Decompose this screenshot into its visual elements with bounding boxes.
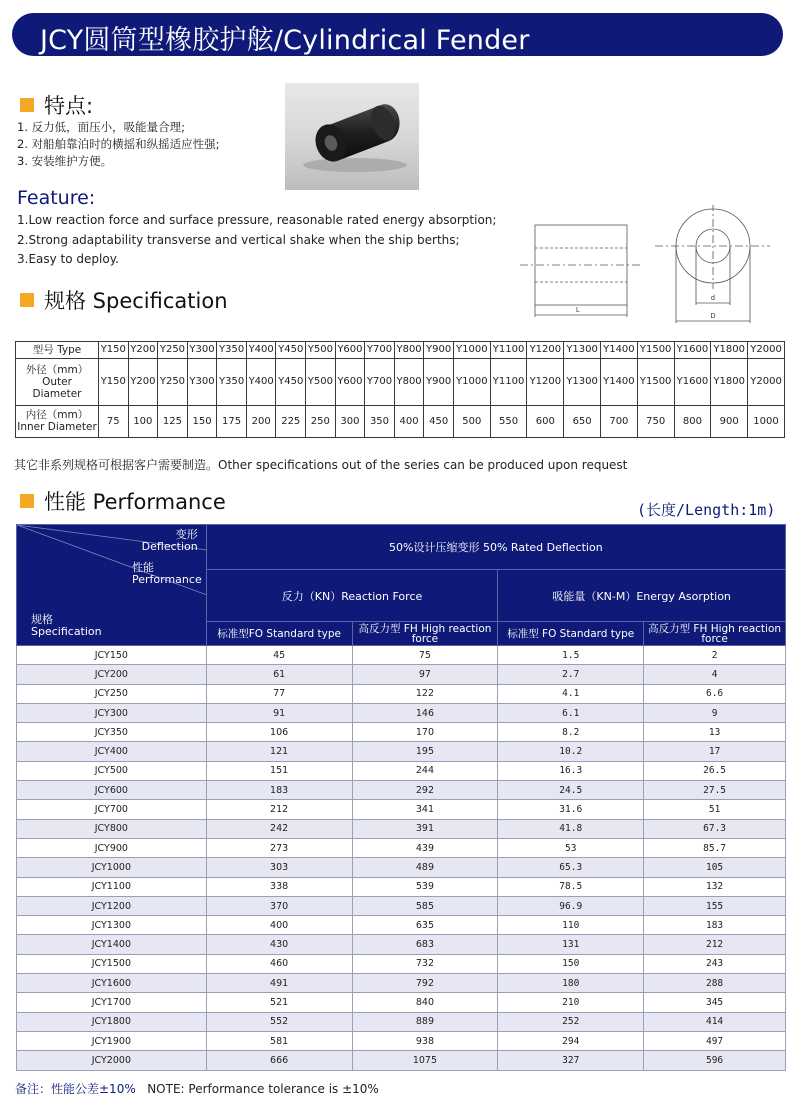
orange-square-icon xyxy=(20,98,34,112)
table-row xyxy=(17,1012,786,1031)
fo-energy-cell: 78.5 xyxy=(498,877,644,896)
fo-reaction-cell: 212 xyxy=(206,800,352,819)
fh-energy-cell: 51 xyxy=(644,800,786,819)
spec-outer-cell: Y1100 xyxy=(490,358,527,405)
fh-energy-cell: 414 xyxy=(644,1012,786,1031)
corner-performance xyxy=(132,562,202,586)
fh-reaction-cell: 635 xyxy=(352,916,498,935)
fh-energy-cell: 13 xyxy=(644,723,786,742)
fh-reaction-cell: 292 xyxy=(352,781,498,800)
table-row xyxy=(17,819,786,838)
spec-outer-label-cn: 外径（mm） xyxy=(25,363,89,376)
spec-cell: JCY2000 xyxy=(17,1051,207,1070)
length-note: (长度/Length:1m) xyxy=(637,501,776,519)
fh-reaction-cell: 840 xyxy=(352,993,498,1012)
fo-energy-cell: 96.9 xyxy=(498,896,644,915)
spec-outer-cell: Y450 xyxy=(276,358,306,405)
performance-note-en: NOTE: Performance tolerance is ±10% xyxy=(147,1082,379,1096)
fo-energy-cell: 294 xyxy=(498,1031,644,1050)
fo-reaction-cell: 45 xyxy=(206,646,352,665)
fh-reaction-cell: 195 xyxy=(352,742,498,761)
table-row xyxy=(17,954,786,973)
fo-energy-cell: 327 xyxy=(498,1051,644,1070)
performance-heading-text: 性能 Performance xyxy=(44,490,226,514)
spec-cell: JCY900 xyxy=(17,838,207,857)
spec-inner-cell: 1000 xyxy=(748,405,785,437)
spec-type-cell: Y250 xyxy=(158,342,188,359)
spec-type-cell: Y800 xyxy=(394,342,424,359)
deflection-header: 50%设计压缩变形 50% Rated Deflection xyxy=(206,525,785,570)
corner-deflection-en: Deflection xyxy=(141,540,198,553)
spec-type-row xyxy=(16,342,785,359)
fo-reaction-cell: 491 xyxy=(206,974,352,993)
fh-energy-cell: 26.5 xyxy=(644,761,786,780)
spec-inner-label-cn: 内径（mm） xyxy=(25,409,89,422)
spec-inner-cell: 700 xyxy=(601,405,638,437)
fh-reaction-cell: 122 xyxy=(352,684,498,703)
fh-energy-cell: 183 xyxy=(644,916,786,935)
spec-inner-cell: 900 xyxy=(711,405,748,437)
spec-inner-cell: 150 xyxy=(187,405,217,437)
fo-reaction-cell: 242 xyxy=(206,819,352,838)
features-cn-heading xyxy=(20,90,93,120)
features-en-list xyxy=(17,211,496,270)
col-fh-energy: 高反力型 FH High reaction force xyxy=(644,622,786,646)
corner-spec-en: Specification xyxy=(31,625,102,638)
spec-type-cell: Y1600 xyxy=(674,342,711,359)
orange-square-icon xyxy=(20,494,34,508)
spec-type-cell: Y900 xyxy=(424,342,454,359)
spec-outer-cell: Y1400 xyxy=(601,358,638,405)
fh-energy-cell: 105 xyxy=(644,858,786,877)
fh-reaction-cell: 585 xyxy=(352,896,498,915)
fo-energy-cell: 2.7 xyxy=(498,665,644,684)
spec-cell: JCY700 xyxy=(17,800,207,819)
fo-reaction-cell: 666 xyxy=(206,1051,352,1070)
fh-reaction-cell: 889 xyxy=(352,1012,498,1031)
spec-type-cell: Y150 xyxy=(99,342,129,359)
spec-type-cell: Y1800 xyxy=(711,342,748,359)
features-cn-list xyxy=(17,119,220,170)
table-row xyxy=(17,993,786,1012)
table-row xyxy=(17,896,786,915)
spec-cell: JCY1700 xyxy=(17,993,207,1012)
spec-cell: JCY350 xyxy=(17,723,207,742)
spec-outer-row xyxy=(16,358,785,405)
spec-cell: JCY600 xyxy=(17,781,207,800)
fh-energy-cell: 85.7 xyxy=(644,838,786,857)
col-fo-energy: 标准型 FO Standard type xyxy=(498,622,644,646)
fh-reaction-cell: 938 xyxy=(352,1031,498,1050)
spec-outer-cell: Y2000 xyxy=(748,358,785,405)
fender-photo xyxy=(285,83,419,190)
spec-cell: JCY500 xyxy=(17,761,207,780)
features-en-item: 2.Strong adaptability transverse and vertical shake when the ship berths; xyxy=(17,232,460,247)
spec-outer-cell: Y250 xyxy=(158,358,188,405)
spec-cell: JCY1900 xyxy=(17,1031,207,1050)
spec-note: 其它非系列规格可根据客户需要制造。Other specifications out of the series can be produced upon request xyxy=(14,458,628,472)
fh-reaction-cell: 683 xyxy=(352,935,498,954)
spec-inner-cell: 300 xyxy=(335,405,365,437)
spec-type-cell: Y700 xyxy=(365,342,395,359)
features-en-heading: Feature: xyxy=(17,187,96,209)
corner-deflection xyxy=(142,529,198,553)
spec-inner-cell: 500 xyxy=(453,405,490,437)
spec-type-cell: Y1200 xyxy=(527,342,564,359)
spec-inner-cell: 250 xyxy=(306,405,336,437)
spec-inner-cell: 175 xyxy=(217,405,247,437)
fh-energy-cell: 17 xyxy=(644,742,786,761)
spec-outer-cell: Y700 xyxy=(365,358,395,405)
spec-outer-cell: Y1800 xyxy=(711,358,748,405)
fh-reaction-cell: 75 xyxy=(352,646,498,665)
table-row xyxy=(17,935,786,954)
fh-reaction-cell: 341 xyxy=(352,800,498,819)
spec-outer-cell: Y900 xyxy=(424,358,454,405)
spec-cell: JCY1800 xyxy=(17,1012,207,1031)
spec-inner-cell: 750 xyxy=(637,405,674,437)
fo-energy-cell: 1.5 xyxy=(498,646,644,665)
spec-outer-cell: Y1500 xyxy=(637,358,674,405)
spec-type-cell: Y1400 xyxy=(601,342,638,359)
spec-cell: JCY250 xyxy=(17,684,207,703)
spec-type-cell: Y400 xyxy=(246,342,276,359)
table-row xyxy=(17,974,786,993)
reaction-header: 反力（KN）Reaction Force xyxy=(206,570,498,622)
fh-reaction-cell: 439 xyxy=(352,838,498,857)
fh-reaction-cell: 391 xyxy=(352,819,498,838)
spec-inner-cell: 125 xyxy=(158,405,188,437)
perf-corner-cell xyxy=(17,525,207,646)
fh-reaction-cell: 244 xyxy=(352,761,498,780)
fo-energy-cell: 131 xyxy=(498,935,644,954)
fh-energy-cell: 27.5 xyxy=(644,781,786,800)
fh-energy-cell: 288 xyxy=(644,974,786,993)
spec-inner-cell: 225 xyxy=(276,405,306,437)
drawing-label-d: d xyxy=(711,295,715,302)
fo-energy-cell: 10.2 xyxy=(498,742,644,761)
fh-reaction-cell: 792 xyxy=(352,974,498,993)
table-row xyxy=(17,1031,786,1050)
fh-energy-cell: 155 xyxy=(644,896,786,915)
spec-outer-cell: Y1200 xyxy=(527,358,564,405)
performance-heading xyxy=(20,486,226,516)
spec-inner-cell: 450 xyxy=(424,405,454,437)
table-row xyxy=(17,877,786,896)
spec-type-cell: Y450 xyxy=(276,342,306,359)
spec-type-cell: Y2000 xyxy=(748,342,785,359)
spec-cell: JCY1600 xyxy=(17,974,207,993)
fo-energy-cell: 4.1 xyxy=(498,684,644,703)
spec-type-cell: Y1500 xyxy=(637,342,674,359)
performance-note-cn: 备注：性能公差±10% xyxy=(15,1082,136,1096)
spec-cell: JCY400 xyxy=(17,742,207,761)
spec-inner-label-en: Inner Diameter xyxy=(17,421,97,434)
fo-reaction-cell: 370 xyxy=(206,896,352,915)
spec-type-cell: Y350 xyxy=(217,342,247,359)
spec-type-cell: Y600 xyxy=(335,342,365,359)
fh-reaction-cell: 732 xyxy=(352,954,498,973)
fo-reaction-cell: 338 xyxy=(206,877,352,896)
spec-outer-label-en: Outer Diameter xyxy=(32,375,82,400)
fo-reaction-cell: 273 xyxy=(206,838,352,857)
fo-reaction-cell: 460 xyxy=(206,954,352,973)
fo-reaction-cell: 61 xyxy=(206,665,352,684)
spec-cell: JCY1000 xyxy=(17,858,207,877)
fh-energy-cell: 4 xyxy=(644,665,786,684)
spec-type-cell: Y1300 xyxy=(564,342,601,359)
page-title: JCY圆筒型橡胶护舷/Cylindrical Fender xyxy=(40,25,530,56)
spec-cell: JCY1400 xyxy=(17,935,207,954)
corner-performance-cn: 性能 xyxy=(132,561,154,574)
table-row xyxy=(17,703,786,722)
fo-reaction-cell: 77 xyxy=(206,684,352,703)
spec-inner-cell: 100 xyxy=(128,405,158,437)
table-row xyxy=(17,781,786,800)
spec-outer-cell: Y150 xyxy=(99,358,129,405)
spec-cell: JCY200 xyxy=(17,665,207,684)
fo-energy-cell: 180 xyxy=(498,974,644,993)
corner-performance-en: Performance xyxy=(132,573,202,586)
cylindrical-fender-image xyxy=(285,83,419,190)
spec-outer-cell: Y1300 xyxy=(564,358,601,405)
spec-table xyxy=(15,341,785,438)
fo-reaction-cell: 430 xyxy=(206,935,352,954)
fo-energy-cell: 252 xyxy=(498,1012,644,1031)
spec-outer-label xyxy=(16,358,99,405)
features-cn-item: 3. 安装维护方便。 xyxy=(17,154,113,168)
fh-energy-cell: 9 xyxy=(644,703,786,722)
fo-reaction-cell: 151 xyxy=(206,761,352,780)
spec-inner-row xyxy=(16,405,785,437)
fh-energy-cell: 212 xyxy=(644,935,786,954)
col-fo-reaction: 标准型FO Standard type xyxy=(206,622,352,646)
fo-energy-cell: 24.5 xyxy=(498,781,644,800)
fo-reaction-cell: 106 xyxy=(206,723,352,742)
table-row xyxy=(17,916,786,935)
table-row xyxy=(17,665,786,684)
spec-type-cell: Y500 xyxy=(306,342,336,359)
features-en-item: 1.Low reaction force and surface pressure, reasonable rated energy absorption; xyxy=(17,213,497,227)
spec-inner-cell: 550 xyxy=(490,405,527,437)
performance-rows xyxy=(17,646,786,1071)
fo-energy-cell: 16.3 xyxy=(498,761,644,780)
features-cn-item: 1. 反力低，面压小，吸能量合理; xyxy=(17,120,186,134)
spec-heading-text: 规格 Specification xyxy=(44,289,228,313)
fh-reaction-cell: 97 xyxy=(352,665,498,684)
fh-energy-cell: 345 xyxy=(644,993,786,1012)
title-banner xyxy=(12,13,783,56)
fh-energy-cell: 497 xyxy=(644,1031,786,1050)
perf-header-row-1 xyxy=(17,525,786,570)
spec-inner-cell: 200 xyxy=(246,405,276,437)
corner-deflection-cn: 变形 xyxy=(175,528,198,541)
features-en-item: 3.Easy to deploy. xyxy=(17,252,119,266)
spec-outer-cell: Y300 xyxy=(187,358,217,405)
spec-inner-cell: 800 xyxy=(674,405,711,437)
table-row xyxy=(17,684,786,703)
spec-cell: JCY1500 xyxy=(17,954,207,973)
fo-reaction-cell: 303 xyxy=(206,858,352,877)
spec-inner-cell: 600 xyxy=(527,405,564,437)
spec-type-cell: Y300 xyxy=(187,342,217,359)
fo-energy-cell: 110 xyxy=(498,916,644,935)
table-row xyxy=(17,742,786,761)
table-row xyxy=(17,858,786,877)
table-row xyxy=(17,800,786,819)
fender-drawing xyxy=(520,205,770,325)
spec-type-cell: Y200 xyxy=(128,342,158,359)
fh-energy-cell: 67.3 xyxy=(644,819,786,838)
fh-energy-cell: 2 xyxy=(644,646,786,665)
fo-reaction-cell: 552 xyxy=(206,1012,352,1031)
fh-reaction-cell: 170 xyxy=(352,723,498,742)
energy-header: 吸能量（KN-M）Energy Asorption xyxy=(498,570,786,622)
col-fh-reaction: 高反力型 FH High reaction force xyxy=(352,622,498,646)
corner-spec xyxy=(31,614,102,638)
fh-reaction-cell: 1075 xyxy=(352,1051,498,1070)
fh-energy-cell: 596 xyxy=(644,1051,786,1070)
corner-spec-cn: 规格 xyxy=(31,613,53,626)
fo-reaction-cell: 400 xyxy=(206,916,352,935)
spec-cell: JCY1200 xyxy=(17,896,207,915)
fh-energy-cell: 243 xyxy=(644,954,786,973)
fo-energy-cell: 210 xyxy=(498,993,644,1012)
spec-inner-cell: 650 xyxy=(564,405,601,437)
features-cn-item: 2. 对船舶靠泊时的横摇和纵摇适应性强; xyxy=(17,137,220,151)
spec-outer-cell: Y1600 xyxy=(674,358,711,405)
fo-energy-cell: 41.8 xyxy=(498,819,644,838)
spec-type-cell: Y1100 xyxy=(490,342,527,359)
spec-outer-cell: Y500 xyxy=(306,358,336,405)
fo-reaction-cell: 183 xyxy=(206,781,352,800)
spec-cell: JCY1100 xyxy=(17,877,207,896)
fh-reaction-cell: 539 xyxy=(352,877,498,896)
fh-reaction-cell: 489 xyxy=(352,858,498,877)
fo-energy-cell: 150 xyxy=(498,954,644,973)
table-row xyxy=(17,646,786,665)
spec-type-cell: Y1000 xyxy=(453,342,490,359)
spec-inner-cell: 75 xyxy=(99,405,129,437)
features-cn-heading-text: 特点: xyxy=(44,94,94,118)
drawing-label-L: L xyxy=(576,307,580,314)
orange-square-icon xyxy=(20,293,34,307)
table-row xyxy=(17,761,786,780)
spec-type-label: 型号 Type xyxy=(16,342,99,359)
spec-heading xyxy=(20,285,228,315)
spec-outer-cell: Y600 xyxy=(335,358,365,405)
fo-energy-cell: 8.2 xyxy=(498,723,644,742)
fh-energy-cell: 132 xyxy=(644,877,786,896)
spec-inner-label xyxy=(16,405,99,437)
fo-energy-cell: 6.1 xyxy=(498,703,644,722)
fo-reaction-cell: 91 xyxy=(206,703,352,722)
fo-reaction-cell: 521 xyxy=(206,993,352,1012)
spec-outer-cell: Y800 xyxy=(394,358,424,405)
spec-outer-cell: Y400 xyxy=(246,358,276,405)
fo-energy-cell: 53 xyxy=(498,838,644,857)
spec-outer-cell: Y1000 xyxy=(453,358,490,405)
spec-inner-cell: 400 xyxy=(394,405,424,437)
fo-energy-cell: 31.6 xyxy=(498,800,644,819)
fo-energy-cell: 65.3 xyxy=(498,858,644,877)
performance-note xyxy=(15,1080,379,1097)
spec-cell: JCY800 xyxy=(17,819,207,838)
fo-reaction-cell: 581 xyxy=(206,1031,352,1050)
drawing-label-D: D xyxy=(710,313,716,320)
fh-energy-cell: 6.6 xyxy=(644,684,786,703)
spec-cell: JCY300 xyxy=(17,703,207,722)
spec-outer-cell: Y200 xyxy=(128,358,158,405)
table-row xyxy=(17,838,786,857)
spec-inner-cell: 350 xyxy=(365,405,395,437)
spec-outer-cell: Y350 xyxy=(217,358,247,405)
table-row xyxy=(17,1051,786,1070)
fh-reaction-cell: 146 xyxy=(352,703,498,722)
spec-cell: JCY150 xyxy=(17,646,207,665)
spec-cell: JCY1300 xyxy=(17,916,207,935)
performance-table xyxy=(16,524,786,1071)
fo-reaction-cell: 121 xyxy=(206,742,352,761)
table-row xyxy=(17,723,786,742)
